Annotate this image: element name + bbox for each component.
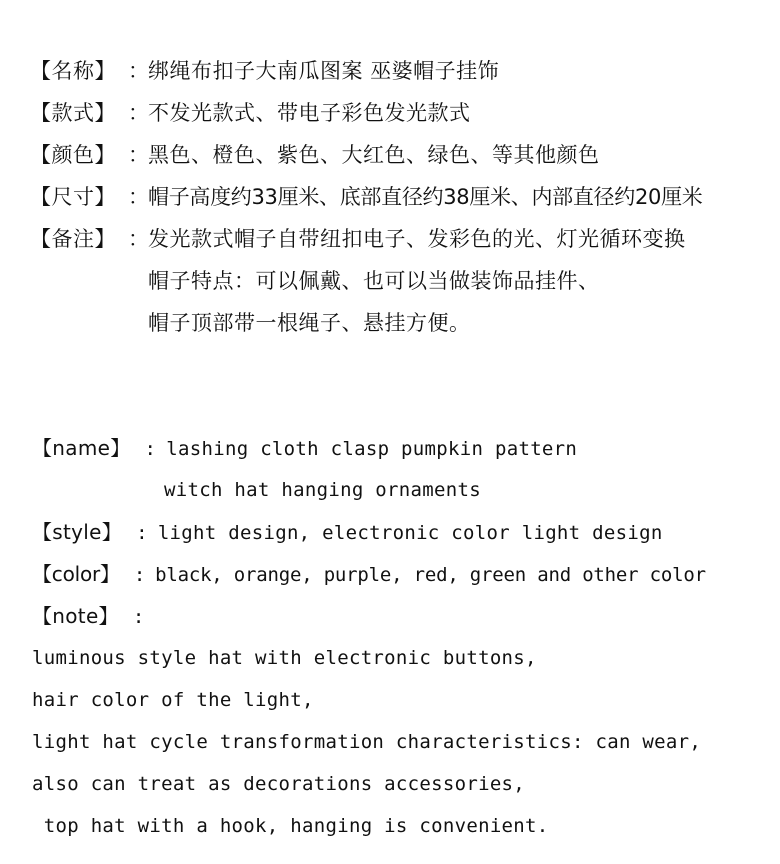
en-color-label: 【color】	[32, 562, 120, 586]
cn-name-separator: ：	[128, 59, 150, 83]
cn-size-value: 帽子高度约33厘米、底部直径约38厘米、内部直径约20厘米	[148, 185, 703, 209]
en-name-label: 【name】	[32, 436, 131, 460]
en-note-line: top hat with a hook, hanging is convenient.	[32, 815, 549, 837]
cn-style-separator: ：	[128, 101, 150, 125]
cn-style-value: 不发光款式、带电子彩色发光款式	[148, 101, 471, 125]
en-name-separator: :	[144, 438, 157, 460]
en-style-value: light design, electronic color light design	[157, 522, 663, 544]
en-note-line: luminous style hat with electronic buttons,	[32, 647, 537, 669]
cn-size-row	[30, 182, 702, 212]
cn-color-row	[30, 140, 600, 170]
cn-color-separator: ：	[128, 143, 150, 167]
en-note-separator: :	[132, 606, 145, 628]
en-note-line: light hat cycle transformation characteristics: can wear,	[32, 731, 702, 753]
cn-style-label: 【款式】	[30, 101, 116, 125]
en-name-line: lashing cloth clasp pumpkin pattern	[166, 438, 578, 460]
cn-name-value: 绑绳布扣子大南瓜图案 巫婆帽子挂饰	[148, 59, 500, 83]
cn-color-value: 黑色、橙色、紫色、大红色、绿色、等其他颜色	[148, 143, 600, 167]
cn-note-row	[30, 224, 686, 254]
cn-size-separator: ：	[128, 185, 150, 209]
cn-note-separator: ：	[128, 227, 150, 251]
en-style-separator: :	[136, 522, 148, 544]
cn-note-line: 发光款式帽子自带纽扣电子、发彩色的光、灯光循环变换	[148, 227, 686, 251]
cn-note-line: 帽子顶部带一根绳子、悬挂方便。	[148, 311, 471, 335]
cn-name-row	[30, 56, 499, 86]
en-color-separator: :	[133, 564, 146, 586]
cn-name-label: 【名称】	[30, 59, 116, 83]
en-name-line: witch hat hanging ornaments	[164, 479, 481, 501]
en-note-row	[32, 601, 155, 632]
cn-note-label: 【备注】	[30, 227, 116, 251]
en-color-row	[32, 559, 706, 590]
en-note-label: 【note】	[32, 604, 119, 628]
cn-size-label: 【尺寸】	[30, 185, 116, 209]
en-note-line: also can treat as decorations accessories,	[32, 773, 526, 795]
en-color-value: black, orange, purple, red, green and other color	[155, 564, 706, 586]
cn-note-line: 帽子特点：可以佩戴、也可以当做装饰品挂件、	[148, 269, 600, 293]
en-style-row	[32, 517, 663, 548]
en-name-row	[32, 433, 577, 464]
cn-style-row	[30, 98, 471, 128]
en-note-line: hair color of the light,	[32, 689, 314, 711]
en-style-label: 【style】	[32, 520, 123, 544]
cn-color-label: 【颜色】	[30, 143, 116, 167]
